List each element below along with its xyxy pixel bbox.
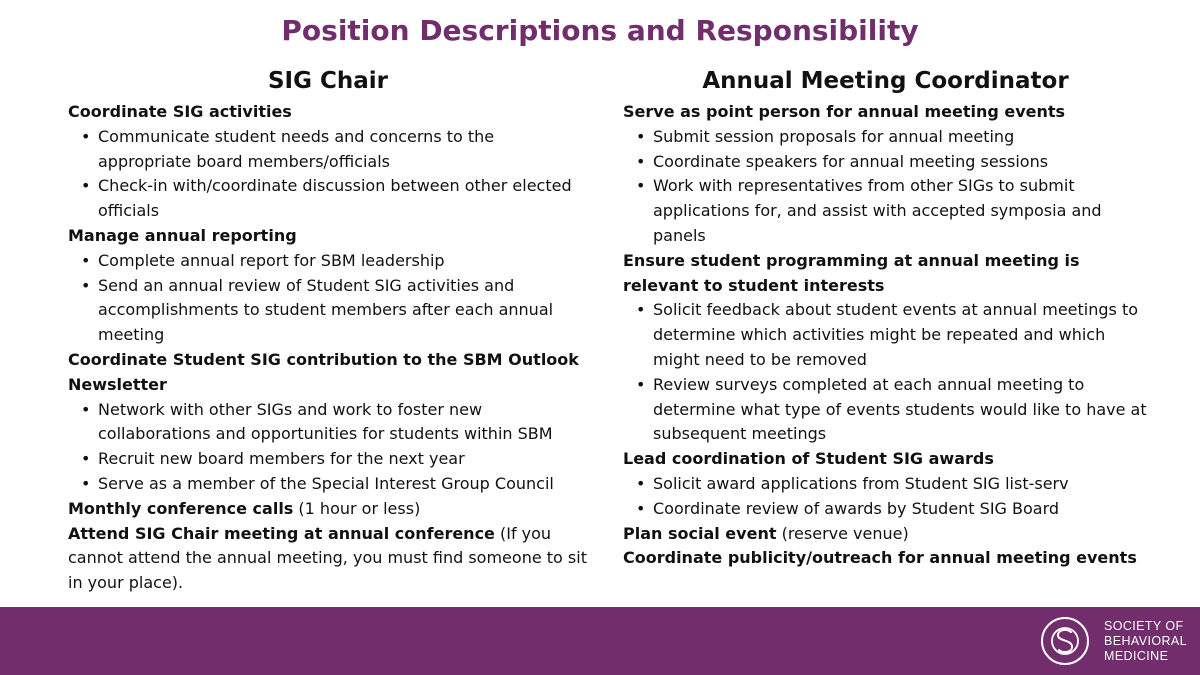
bullet-text: Communicate student needs and concerns to the appropriate board members/officials	[98, 126, 495, 171]
sig-chair-responsibilities	[68, 100, 588, 596]
bullet-item	[68, 125, 588, 175]
bullet-text: Submit session proposals for annual meeting	[653, 126, 1015, 146]
responsibility-heading	[623, 522, 1148, 547]
bullet-text: Coordinate review of awards by Student SIG Board	[653, 498, 1060, 518]
responsibility-heading	[68, 497, 588, 522]
bullet-text: Send an annual review of Student SIG activities and accomplishments to student members after each annual meeting	[98, 275, 554, 345]
bullet-item	[623, 373, 1148, 447]
responsibility-heading	[623, 100, 1148, 125]
bullet-text: Serve as a member of the Special Interest Group Council	[98, 473, 554, 493]
bullet-text: Work with representatives from other SIGs to submit applications for, and assist with accepted symposia and panels	[653, 176, 1102, 245]
bullet-text: Network with other SIGs and work to foster new collaborations and opportunities for students within SBM	[98, 399, 553, 444]
bullet-item	[623, 497, 1148, 522]
heading-note: (reserve venue)	[776, 523, 909, 543]
bullet-text: Recruit new board members for the next year	[98, 449, 465, 469]
bullet-item	[68, 398, 588, 448]
bullet-item	[68, 249, 588, 274]
bullet-text: Review surveys completed at each annual meeting to determine what type of events students would like to have at subsequent meetings	[653, 374, 1147, 444]
annual-meeting-coordinator-responsibilities	[623, 100, 1148, 571]
heading-note: (1 hour or less)	[293, 498, 421, 518]
responsibility-heading	[68, 100, 588, 125]
responsibility-heading	[68, 348, 588, 398]
bullet-item	[68, 447, 588, 472]
page-title: Position Descriptions and Responsibility	[281, 14, 919, 47]
responsibility-heading	[623, 447, 1148, 472]
responsibility-heading	[623, 546, 1148, 571]
responsibility-heading	[68, 224, 588, 249]
heading-text: Coordinate Student SIG contribution to the SBM Outlook Newsletter	[68, 349, 579, 394]
bullet-item	[623, 298, 1148, 372]
bullet-text: Coordinate speakers for annual meeting sessions	[653, 151, 1049, 171]
heading-text: Attend SIG Chair meeting at annual conference	[68, 523, 495, 543]
responsibility-heading	[623, 249, 1148, 299]
heading-note: (If you cannot attend the annual meeting, you must find someone to sit in your place).	[68, 523, 587, 593]
heading-text: Coordinate publicity/outreach for annual meeting events	[623, 548, 1137, 568]
logo-line-1: SOCIETY OF	[1104, 619, 1184, 633]
logo-line-2: BEHAVIORAL	[1104, 634, 1187, 648]
bullet-item	[68, 174, 588, 224]
heading-text: Serve as point person for annual meeting events	[623, 102, 1066, 121]
bullet-item	[68, 472, 588, 497]
heading-text: Monthly conference calls	[68, 498, 294, 518]
bullet-item	[623, 150, 1148, 175]
heading-text: Manage annual reporting	[68, 225, 297, 245]
heading-text: Lead coordination of Student SIG awards	[623, 449, 994, 469]
annual-meeting-coordinator-column	[623, 64, 1148, 571]
bullet-item	[623, 125, 1148, 150]
sig-chair-heading: SIG Chair	[267, 68, 388, 94]
heading-text: Plan social event	[623, 523, 777, 543]
bullet-text: Solicit award applications from Student SIG list-serv	[653, 473, 1069, 493]
annual-meeting-coordinator-heading: Annual Meeting Coordinator	[702, 68, 1069, 94]
responsibility-heading	[68, 522, 588, 596]
logo-line-3: MEDICINE	[1104, 649, 1169, 663]
bullet-item	[623, 472, 1148, 497]
sbm-logo-text	[1104, 619, 1187, 664]
heading-text: Coordinate SIG activities	[68, 102, 292, 121]
bullet-text: Complete annual report for SBM leadership	[98, 250, 445, 270]
sig-chair-column	[68, 64, 588, 596]
footer-bar	[0, 607, 1200, 675]
heading-text: Ensure student programming at annual meeting is relevant to student interests	[623, 250, 1080, 295]
bullet-item	[68, 274, 588, 348]
bullet-item	[623, 174, 1148, 248]
bullet-text: Check-in with/coordinate discussion between other elected officials	[98, 176, 572, 221]
bullet-text: Solicit feedback about student events at annual meetings to determine which activities might be repeated and which might need to be removed	[653, 300, 1139, 369]
sbm-logo-icon	[1040, 616, 1090, 666]
